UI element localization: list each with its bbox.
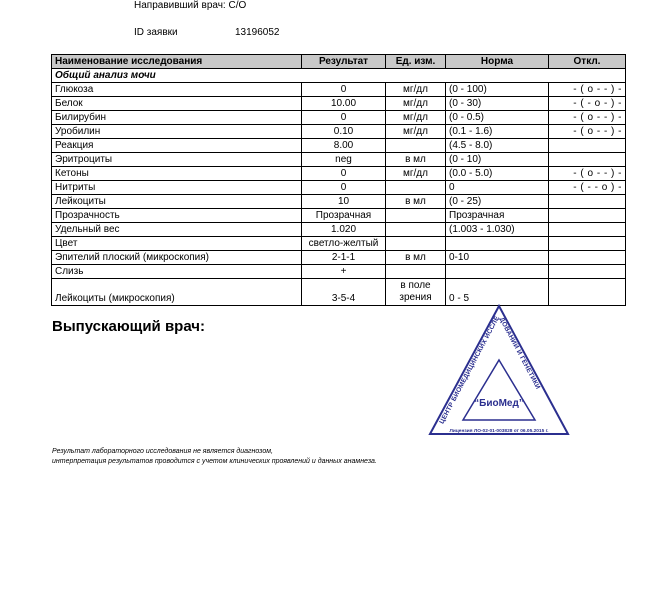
table-row xyxy=(52,251,626,265)
row-unit xyxy=(386,237,446,251)
col-header-unit: Ед. изм. xyxy=(386,55,446,69)
row-name: Кетоны xyxy=(52,167,302,181)
row-name: Лейкоциты (микроскопия) xyxy=(52,279,302,306)
row-name: Удельный вес xyxy=(52,223,302,237)
row-name: Белок xyxy=(52,97,302,111)
row-name: Глюкоза xyxy=(52,83,302,97)
request-id-value: 13196052 xyxy=(235,27,280,38)
row-unit: в мл xyxy=(386,251,446,265)
row-norm xyxy=(446,265,549,279)
table-row xyxy=(52,153,626,167)
row-unit: в поле зрения xyxy=(386,279,446,306)
lab-stamp xyxy=(424,302,574,442)
row-result: светло-желтый xyxy=(302,237,386,251)
row-unit xyxy=(386,139,446,153)
row-result: 3-5-4 xyxy=(302,279,386,306)
request-id-label: ID заявки xyxy=(134,27,178,38)
row-result: + xyxy=(302,265,386,279)
stamp-center-text: “БиоМед” xyxy=(474,398,524,409)
row-norm: 0-10 xyxy=(446,251,549,265)
row-result: 1.020 xyxy=(302,223,386,237)
row-deviation: - ( - о - ) - xyxy=(549,97,626,111)
row-norm xyxy=(446,237,549,251)
table-row xyxy=(52,209,626,223)
row-name: Лейкоциты xyxy=(52,195,302,209)
releasing-doctor-label: Выпускающий врач: xyxy=(52,318,205,335)
col-header-norm: Норма xyxy=(446,55,549,69)
row-unit: в мл xyxy=(386,153,446,167)
row-name: Слизь xyxy=(52,265,302,279)
row-name: Реакция xyxy=(52,139,302,153)
row-norm: 0 - 5 xyxy=(446,279,549,306)
row-deviation xyxy=(549,237,626,251)
row-norm: Прозрачная xyxy=(446,209,549,223)
table-row xyxy=(52,237,626,251)
col-header-result: Результат xyxy=(302,55,386,69)
row-norm: (0 - 10) xyxy=(446,153,549,167)
row-result: Прозрачная xyxy=(302,209,386,223)
row-norm: (0 - 30) xyxy=(446,97,549,111)
row-deviation: - ( - - о ) - xyxy=(549,181,626,195)
table-row xyxy=(52,167,626,181)
stamp-license: Лицензия ЛО-02-01-003828 от 06.05.2015 г. xyxy=(449,429,549,434)
row-name: Эритроциты xyxy=(52,153,302,167)
table-header-row xyxy=(52,55,626,69)
row-result: 0 xyxy=(302,83,386,97)
row-deviation: - ( о - - ) - xyxy=(549,125,626,139)
row-result: 0 xyxy=(302,111,386,125)
row-unit xyxy=(386,265,446,279)
row-norm: 0 xyxy=(446,181,549,195)
row-result: neg xyxy=(302,153,386,167)
row-unit xyxy=(386,209,446,223)
row-result: 2-1-1 xyxy=(302,251,386,265)
table-row xyxy=(52,111,626,125)
row-deviation xyxy=(549,195,626,209)
table-row xyxy=(52,139,626,153)
table-row xyxy=(52,97,626,111)
row-deviation xyxy=(549,251,626,265)
row-unit: мг/дл xyxy=(386,125,446,139)
row-deviation xyxy=(549,223,626,237)
table-row xyxy=(52,195,626,209)
table-row xyxy=(52,125,626,139)
row-result: 0 xyxy=(302,181,386,195)
row-result: 0 xyxy=(302,167,386,181)
row-deviation xyxy=(549,139,626,153)
row-unit xyxy=(386,223,446,237)
row-norm: (1.003 - 1.030) xyxy=(446,223,549,237)
row-result: 0.10 xyxy=(302,125,386,139)
row-deviation: - ( о - - ) - xyxy=(549,83,626,97)
row-name: Цвет xyxy=(52,237,302,251)
row-deviation: - ( о - - ) - xyxy=(549,167,626,181)
row-unit: мг/дл xyxy=(386,83,446,97)
row-result: 8.00 xyxy=(302,139,386,153)
row-norm: (0 - 0.5) xyxy=(446,111,549,125)
section-row xyxy=(52,69,626,83)
row-deviation: - ( о - - ) - xyxy=(549,111,626,125)
row-name: Эпителий плоский (микроскопия) xyxy=(52,251,302,265)
table-row xyxy=(52,83,626,97)
col-header-deviation: Откл. xyxy=(549,55,626,69)
row-result: 10 xyxy=(302,195,386,209)
results-table xyxy=(51,54,626,306)
row-unit: мг/дл xyxy=(386,111,446,125)
disclaimer-line-1: Результат лабораторного исследования не является диагнозом, xyxy=(52,448,273,455)
row-result: 10.00 xyxy=(302,97,386,111)
row-unit: в мл xyxy=(386,195,446,209)
row-norm: (0 - 25) xyxy=(446,195,549,209)
row-name: Уробилин xyxy=(52,125,302,139)
row-unit xyxy=(386,181,446,195)
row-deviation xyxy=(549,265,626,279)
row-deviation xyxy=(549,153,626,167)
referring-doctor: Направивший врач: С/О xyxy=(134,0,247,11)
row-name: Нитриты xyxy=(52,181,302,195)
disclaimer-line-2: интерпретация результатов проводится с учетом клинических проявлений и данных анамнеза. xyxy=(52,458,377,465)
section-title: Общий анализ мочи xyxy=(52,69,626,83)
row-name: Билирубин xyxy=(52,111,302,125)
row-norm: (0.1 - 1.6) xyxy=(446,125,549,139)
table-row xyxy=(52,265,626,279)
row-unit: мг/дл xyxy=(386,167,446,181)
row-norm: (4.5 - 8.0) xyxy=(446,139,549,153)
row-norm: (0.0 - 5.0) xyxy=(446,167,549,181)
col-header-name: Наименование исследования xyxy=(52,55,302,69)
table-row xyxy=(52,181,626,195)
stamp-ring-text: ЦЕНТР БИОМЕДИЦИНСКИХ ИССЛЕДОВАНИЙ И ГЕНЕТИКИ xyxy=(438,315,542,426)
row-deviation xyxy=(549,209,626,223)
table-row xyxy=(52,223,626,237)
row-unit: мг/дл xyxy=(386,97,446,111)
row-name: Прозрачность xyxy=(52,209,302,223)
row-norm: (0 - 100) xyxy=(446,83,549,97)
